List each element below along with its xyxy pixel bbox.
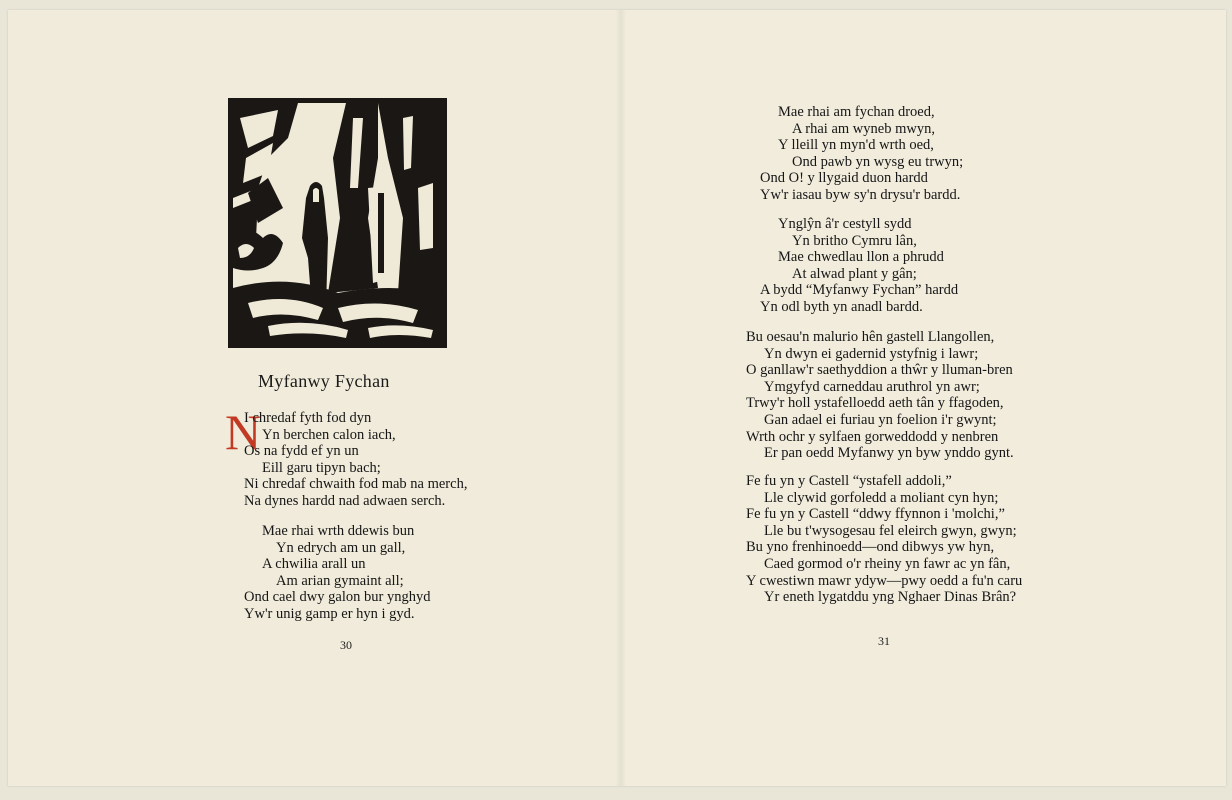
poem-line: Lle bu t'wysogesau fel eleirch gwyn, gwyn;	[764, 522, 1017, 539]
poem-line: Ond cael dwy galon bur ynghyd	[244, 589, 431, 606]
poem-line: Yn berchen calon iach,	[262, 426, 396, 443]
poem-line: Yw'r iasau byw sy'n drysu'r bardd.	[760, 186, 961, 203]
poem-title: Myfanwy Fychan	[258, 371, 390, 391]
poem-line: A chwilia arall un	[262, 556, 366, 573]
poem-line: Y lleill yn myn'd wrth oed,	[778, 137, 934, 154]
left-stanza-2	[244, 523, 430, 623]
poem-line: Er pan oedd Myfanwy yn byw ynddo gynt.	[764, 445, 1014, 462]
poem-line: I chredaf fyth fod dyn	[244, 410, 372, 426]
poem-line: Yw'r unig gamp er hyn i gyd.	[244, 605, 415, 622]
right-stanza-2	[760, 216, 958, 316]
poem-line: Eill garu tipyn bach;	[262, 459, 381, 476]
poem-line: Mae chwedlau llon a phrudd	[778, 249, 944, 266]
poem-line: Ond O! y llygaid duon hardd	[760, 170, 928, 187]
page-gutter	[616, 10, 626, 786]
poem-line: Ynglŷn â'r cestyll sydd	[778, 216, 912, 232]
poem-line: A bydd “Myfanwy Fychan” hardd	[760, 282, 959, 299]
right-stanza-1	[760, 104, 963, 204]
woodcut-illustration	[228, 98, 447, 348]
poem-line: Y cwestiwn mawr ydyw—pwy oedd a fu'n caru	[746, 572, 1023, 589]
poem-line: A rhai am wyneb mwyn,	[792, 120, 935, 137]
poem-line: Ni chredaf chwaith fod mab na merch,	[244, 476, 468, 493]
page-number-left: 30	[340, 638, 352, 652]
poem-line: Mae rhai wrth ddewis bun	[262, 523, 415, 539]
poem-line: Fe fu yn y Castell “ddwy ffynnon i 'molchi,”	[746, 506, 1005, 523]
poem-line: Ond pawb yn wysg eu trwyn;	[792, 153, 964, 170]
poem-line: Na dynes hardd nad adwaen serch.	[244, 492, 446, 509]
poem-line: Wrth ochr y sylfaen gorweddodd y nenbren	[746, 428, 999, 445]
left-stanza-1	[244, 410, 467, 510]
poem-line: O ganllaw'r saethyddion a thŵr y lluman-bren	[746, 362, 1013, 379]
right-stanza-4	[746, 473, 1022, 606]
right-stanza-3	[746, 329, 1014, 462]
poem-line: Yr eneth lygatddu yng Nghaer Dinas Brân?	[764, 589, 1017, 606]
poem-line: Lle clywid gorfoledd a moliant cyn hyn;	[764, 489, 999, 506]
poem-line: Os na fydd ef yn un	[244, 443, 359, 460]
poem-line: Ymgyfyd carneddau aruthrol yn awr;	[764, 378, 980, 395]
poem-line: Bu oesau'n malurio hên gastell Llangollen,	[746, 329, 995, 345]
poem-line: Yn britho Cymru lân,	[792, 232, 917, 249]
poem-line: Trwy'r holl ystafelloedd aeth tân y ffagoden,	[746, 395, 1004, 412]
poem-line: Gan adael ei furiau yn foelion i'r gwynt;	[764, 411, 997, 428]
poem-line: Yn edrych am un gall,	[276, 539, 406, 556]
poem-line: Yn dwyn ei gadernid ystyfnig i lawr;	[764, 345, 979, 362]
page-number-right: 31	[878, 634, 890, 648]
poem-line: Fe fu yn y Castell “ystafell addoli,”	[746, 473, 952, 489]
drop-cap: N	[225, 404, 262, 460]
poem-line: Mae rhai am fychan droed,	[778, 104, 935, 120]
poem-line: Bu yno frenhinoedd—ond dibwys yw hyn,	[746, 539, 995, 556]
poem-line: Caed gormod o'r rheiny yn fawr ac yn fân,	[764, 555, 1011, 572]
book-spread	[8, 10, 1226, 786]
poem-line: Am arian gymaint all;	[276, 572, 404, 589]
poem-line: At alwad plant y gân;	[792, 265, 917, 282]
poem-line: Yn odl byth yn anadl bardd.	[760, 298, 923, 315]
